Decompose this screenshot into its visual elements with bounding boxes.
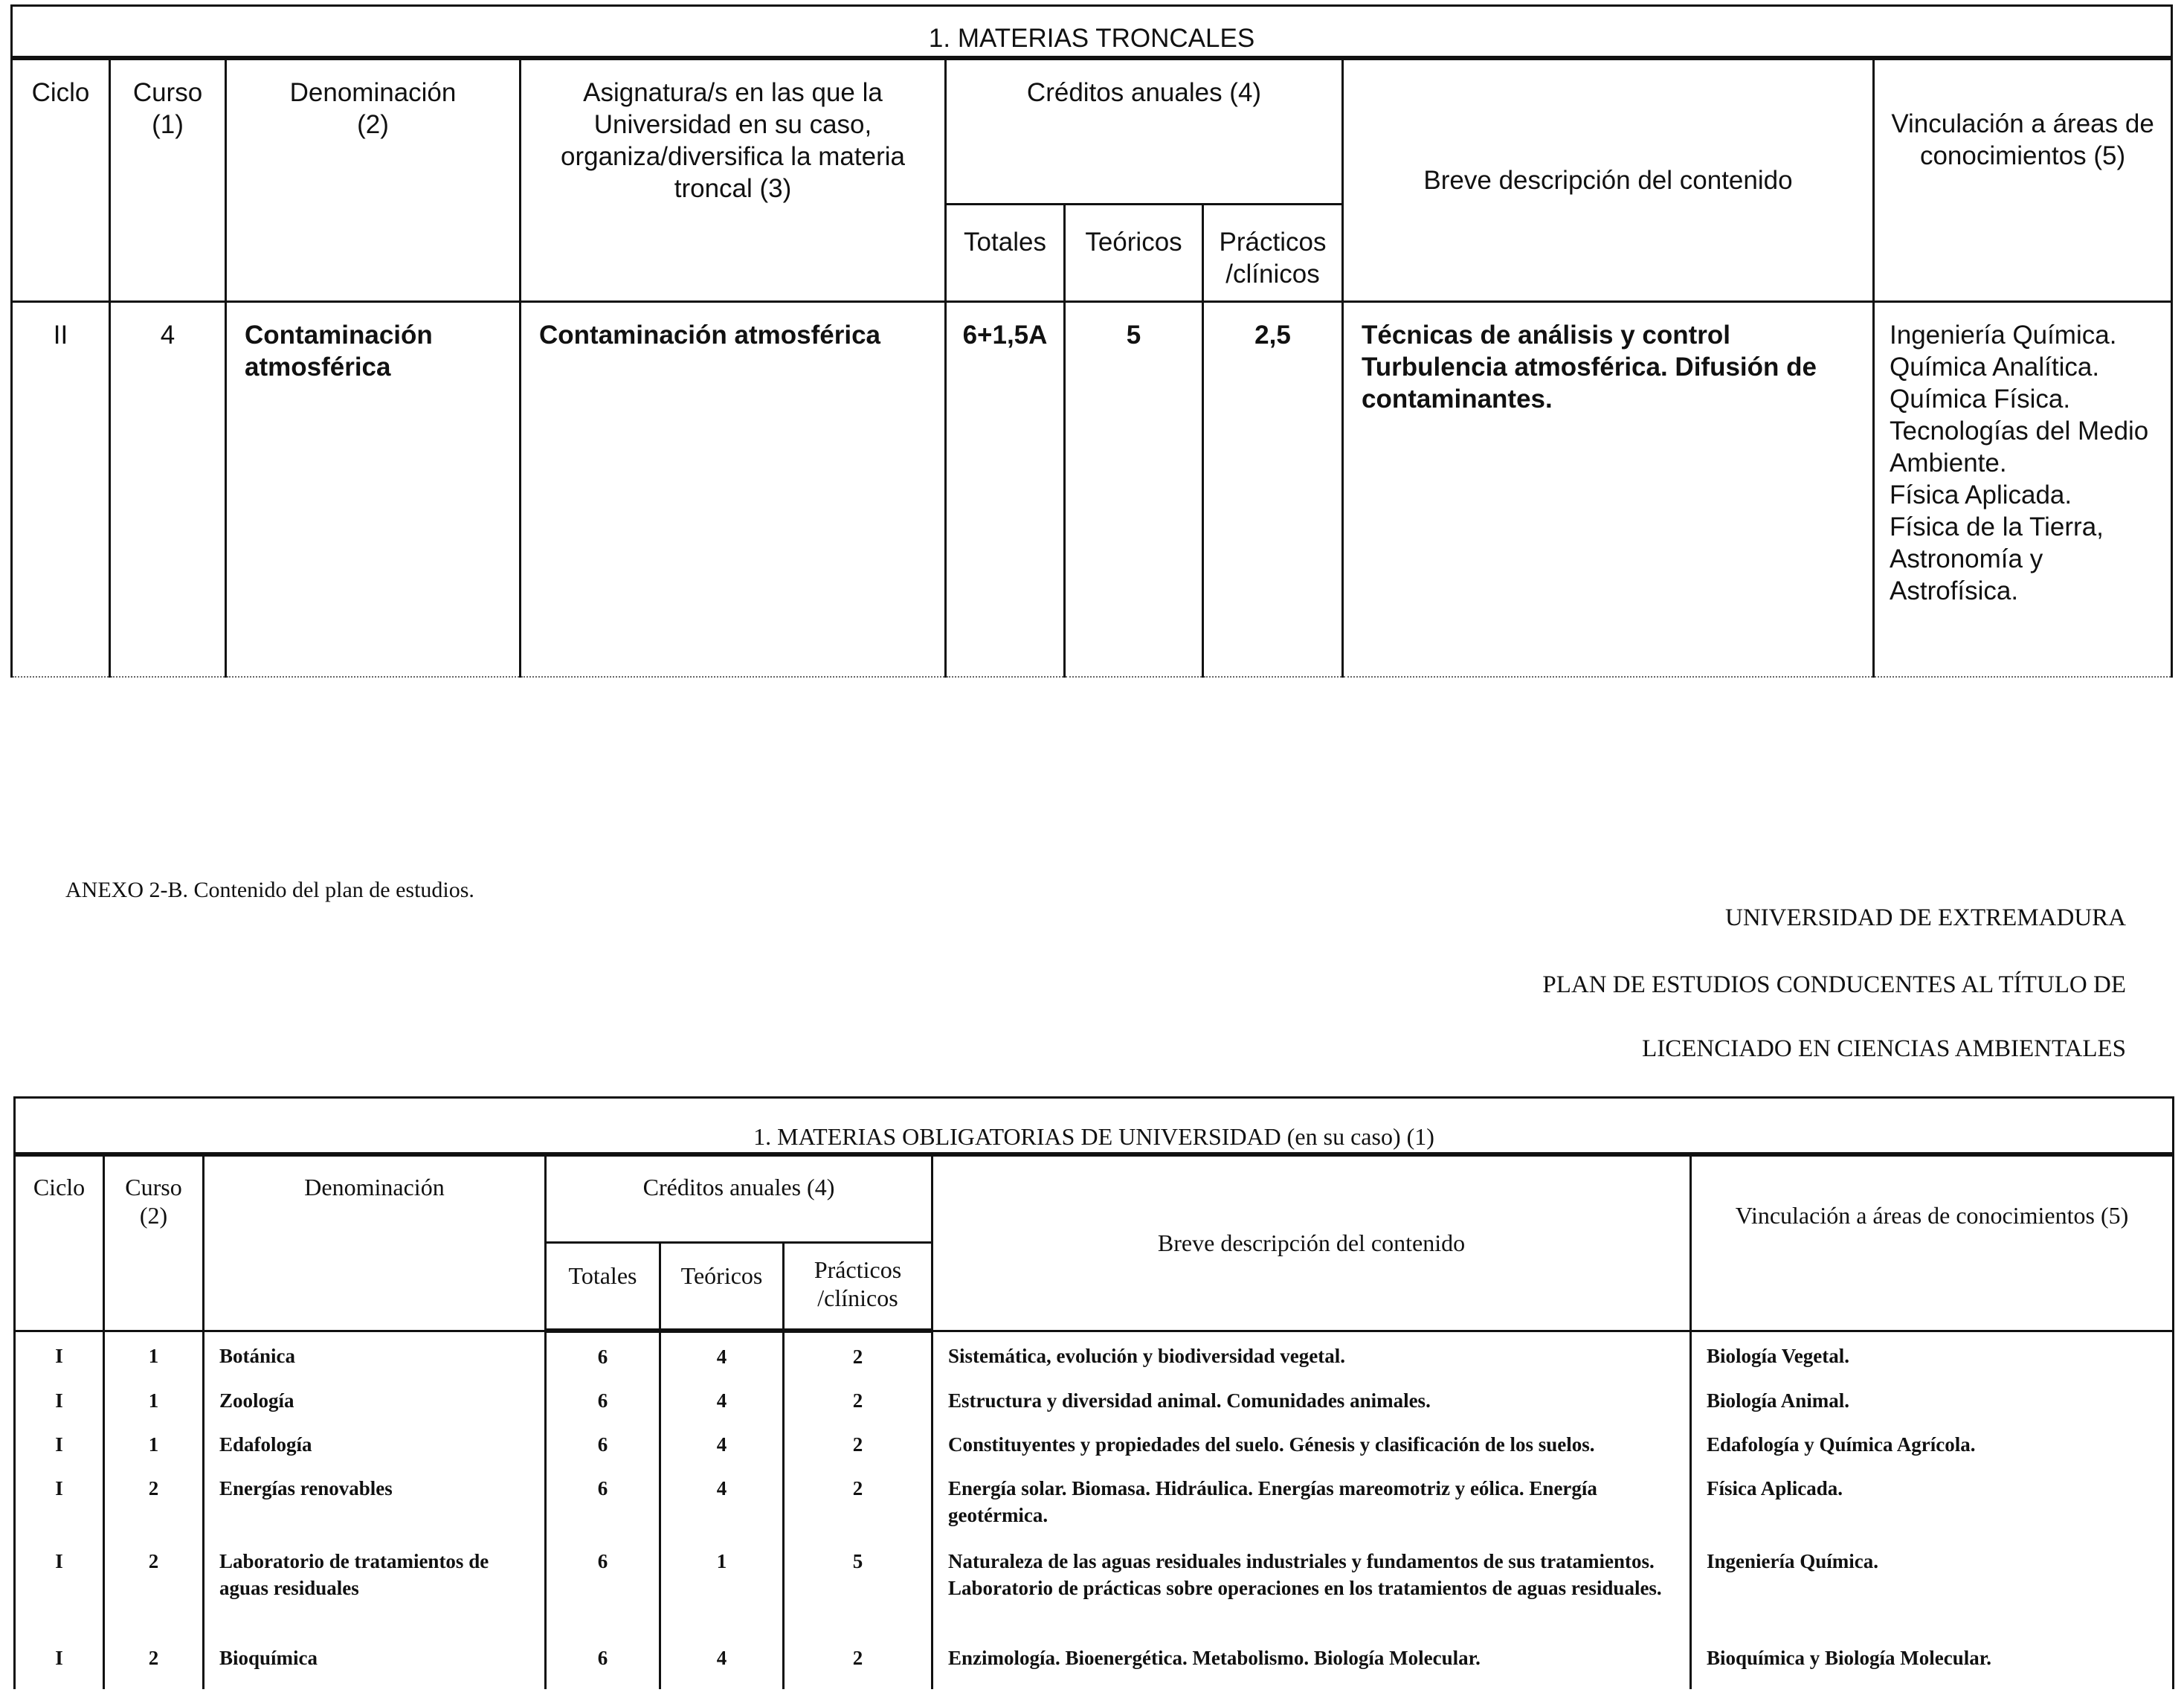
header-creditos: Créditos anuales (4) xyxy=(546,1154,932,1243)
cell-descripcion: Constituyentes y propiedades del suelo. Génesis y clasificación de los suelos. xyxy=(932,1431,1691,1475)
cell-descripcion: Técnicas de análisis y control Turbulencia atmosférica. Difusión de contaminantes. xyxy=(1343,302,1874,678)
cell-vinculacion: Ingeniería Química. Química Analítica. Química Física. Tecnologías del Medio Ambiente. Física Aplicada. Física de la Tierra, Astronomía y Astrofísica. xyxy=(1874,302,2172,678)
troncales-title: 1. MATERIAS TRONCALES xyxy=(12,6,2172,59)
cell-practicos: 5 xyxy=(784,1548,932,1645)
cell-teoricos: 5 xyxy=(1065,302,1203,678)
cell-practicos: 2 xyxy=(784,1431,932,1475)
cell-denominacion: Zoología xyxy=(204,1377,546,1431)
header-creditos: Créditos anuales (4) xyxy=(946,58,1343,205)
cell-ciclo: I xyxy=(15,1645,104,1689)
cell-vinculacion: Bioquímica y Biología Molecular. xyxy=(1691,1645,2174,1689)
cell-descripcion: Sistemática, evolución y biodiversidad vegetal. xyxy=(932,1331,1691,1377)
cell-vinculacion: Biología Animal. xyxy=(1691,1377,2174,1431)
cell-totales: 6 xyxy=(546,1548,660,1645)
troncales-table xyxy=(10,4,2173,678)
cell-totales: 6 xyxy=(546,1431,660,1475)
cell-curso: 2 xyxy=(104,1475,204,1548)
cell-teoricos: 4 xyxy=(660,1331,784,1377)
cell-vinculacion: Biología Vegetal. xyxy=(1691,1331,2174,1377)
cell-denominacion: Bioquímica xyxy=(204,1645,546,1689)
plan-title: PLAN DE ESTUDIOS CONDUCENTES AL TÍTULO DE xyxy=(1542,971,2126,998)
header-practicos: Prácticos /clínicos xyxy=(784,1243,932,1331)
cell-denominacion: Contaminación atmosférica xyxy=(226,302,521,678)
obligatorias-table xyxy=(13,1096,2174,1689)
header-denominacion: Denominación (2) xyxy=(226,58,521,302)
header-totales: Totales xyxy=(546,1243,660,1331)
cell-descripcion: Estructura y diversidad animal. Comunidades animales. xyxy=(932,1377,1691,1431)
table-row xyxy=(15,1548,2174,1645)
cell-denominacion: Edafología xyxy=(204,1431,546,1475)
table-row xyxy=(15,1331,2174,1377)
annex-label: ANEXO 2-B. Contenido del plan de estudios. xyxy=(65,878,474,902)
cell-ciclo: II xyxy=(12,302,110,678)
degree-title: LICENCIADO EN CIENCIAS AMBIENTALES xyxy=(1642,1035,2126,1062)
cell-teoricos: 4 xyxy=(660,1377,784,1431)
header-practicos: Prácticos /clínicos xyxy=(1203,205,1343,302)
header-denominacion: Denominación xyxy=(204,1154,546,1331)
cell-descripcion: Enzimología. Bioenergética. Metabolismo. Biología Molecular. xyxy=(932,1645,1691,1689)
university-name: UNIVERSIDAD DE EXTREMADURA xyxy=(1725,904,2126,931)
obligatorias-title: 1. MATERIAS OBLIGATORIAS DE UNIVERSIDAD (en su caso) (1) xyxy=(15,1098,2174,1155)
cell-practicos: 2 xyxy=(784,1475,932,1548)
cell-curso: 4 xyxy=(110,302,226,678)
cell-curso: 1 xyxy=(104,1377,204,1431)
cell-curso: 2 xyxy=(104,1548,204,1645)
cell-ciclo: I xyxy=(15,1331,104,1377)
header-vinculacion: Vinculación a áreas de conocimientos (5) xyxy=(1874,58,2172,302)
cell-totales: 6 xyxy=(546,1645,660,1689)
cell-denominacion: Botánica xyxy=(204,1331,546,1377)
table-row xyxy=(15,1475,2174,1548)
troncales-row xyxy=(12,302,2172,678)
cell-descripcion: Naturaleza de las aguas residuales industriales y fundamentos de sus tratamientos. Laboratorio de prácticas sobre operaciones en los tratamientos de aguas residuales. xyxy=(932,1548,1691,1645)
header-teoricos: Teóricos xyxy=(660,1243,784,1331)
header-curso: Curso (2) xyxy=(104,1154,204,1331)
table-row xyxy=(15,1377,2174,1431)
header-ciclo: Ciclo xyxy=(12,58,110,302)
cell-asignatura: Contaminación atmosférica xyxy=(521,302,946,678)
cell-curso: 2 xyxy=(104,1645,204,1689)
cell-ciclo: I xyxy=(15,1431,104,1475)
cell-totales: 6 xyxy=(546,1377,660,1431)
cell-practicos: 2 xyxy=(784,1645,932,1689)
cell-vinculacion: Edafología y Química Agrícola. xyxy=(1691,1431,2174,1475)
table-row xyxy=(15,1431,2174,1475)
table-row xyxy=(15,1645,2174,1689)
header-vinculacion: Vinculación a áreas de conocimientos (5) xyxy=(1691,1154,2174,1331)
cell-ciclo: I xyxy=(15,1377,104,1431)
cell-ciclo: I xyxy=(15,1475,104,1548)
cell-curso: 1 xyxy=(104,1331,204,1377)
cell-totales: 6 xyxy=(546,1331,660,1377)
cell-ciclo: I xyxy=(15,1548,104,1645)
cell-practicos: 2 xyxy=(784,1331,932,1377)
cell-denominacion: Energías renovables xyxy=(204,1475,546,1548)
header-asignaturas: Asignatura/s en las que la Universidad en su caso, organiza/diversifica la materia troncal (3) xyxy=(521,58,946,302)
cell-practicos: 2,5 xyxy=(1203,302,1343,678)
header-totales: Totales xyxy=(946,205,1065,302)
cell-teoricos: 4 xyxy=(660,1431,784,1475)
header-descripcion: Breve descripción del contenido xyxy=(1343,58,1874,302)
cell-practicos: 2 xyxy=(784,1377,932,1431)
cell-vinculacion: Física Aplicada. xyxy=(1691,1475,2174,1548)
cell-teoricos: 4 xyxy=(660,1645,784,1689)
header-ciclo: Ciclo xyxy=(15,1154,104,1331)
cell-totales: 6+1,5A xyxy=(946,302,1065,678)
cell-descripcion: Energía solar. Biomasa. Hidráulica. Energías mareomotriz y eólica. Energía geotérmica. xyxy=(932,1475,1691,1548)
cell-totales: 6 xyxy=(546,1475,660,1548)
cell-teoricos: 4 xyxy=(660,1475,784,1548)
cell-vinculacion: Ingeniería Química. xyxy=(1691,1548,2174,1645)
cell-denominacion: Laboratorio de tratamientos de aguas residuales xyxy=(204,1548,546,1645)
cell-curso: 1 xyxy=(104,1431,204,1475)
cell-teoricos: 1 xyxy=(660,1548,784,1645)
header-curso: Curso (1) xyxy=(110,58,226,302)
header-teoricos: Teóricos xyxy=(1065,205,1203,302)
header-descripcion: Breve descripción del contenido xyxy=(932,1154,1691,1331)
